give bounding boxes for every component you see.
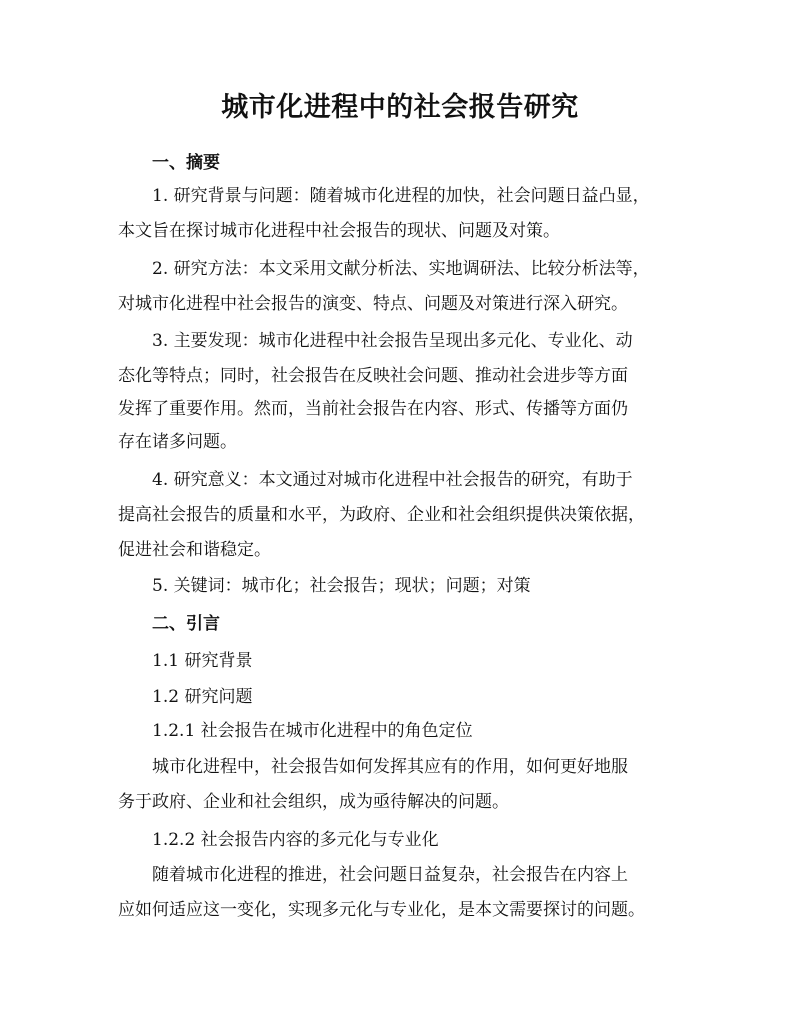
paragraph-line: 城市化进程中，社会报告如何发挥其应有的作用，如何更好地服: [152, 757, 628, 777]
paragraph-line: 1.2.1 社会报告在城市化进程中的角色定位: [152, 721, 473, 741]
section-heading: 一、摘要: [152, 153, 220, 173]
paragraph-line: 5. 关键词：城市化；社会报告；现状；问题；对策: [152, 576, 531, 596]
paragraph-line: 态化等特点；同时，社会报告在反映社会问题、推动社会进步等方面: [118, 366, 628, 386]
paragraph-line: 1.1 研究背景: [152, 651, 253, 671]
paragraph-line: 对城市化进程中社会报告的演变、特点、问题及对策进行深入研究。: [118, 294, 628, 314]
paragraph-line: 随着城市化进程的推进，社会问题日益复杂，社会报告在内容上: [152, 865, 628, 885]
paragraph-line: 应如何适应这一变化，实现多元化与专业化，是本文需要探讨的问题。: [118, 900, 645, 920]
paragraph-line: 存在诸多问题。: [118, 432, 237, 452]
paragraph-line: 务于政府、企业和社会组织，成为亟待解决的问题。: [118, 792, 509, 812]
paragraph-line: 提高社会报告的质量和水平，为政府、企业和社会组织提供决策依据，: [118, 505, 645, 525]
paragraph-line: 1.2 研究问题: [152, 687, 253, 707]
paragraph-line: 2. 研究方法：本文采用文献分析法、实地调研法、比较分析法等，: [152, 259, 650, 279]
paragraph-line: 4. 研究意义：本文通过对城市化进程中社会报告的研究，有助于: [152, 470, 633, 490]
paragraph-line: 1.2.2 社会报告内容的多元化与专业化: [152, 830, 439, 850]
paragraph-line: 促进社会和谐稳定。: [118, 540, 271, 560]
paragraph-line: 本文旨在探讨城市化进程中社会报告的现状、问题及对策。: [118, 221, 560, 241]
paragraph-line: 发挥了重要作用。然而，当前社会报告在内容、形式、传播等方面仍: [118, 399, 628, 419]
paragraph-line: 3. 主要发现：城市化进程中社会报告呈现出多元化、专业化、动: [152, 331, 633, 351]
document-title: 城市化进程中的社会报告研究: [221, 92, 579, 123]
section-heading: 二、引言: [152, 614, 220, 634]
paragraph-line: 1. 研究背景与问题：随着城市化进程的加快，社会问题日益凸显，: [152, 186, 650, 206]
